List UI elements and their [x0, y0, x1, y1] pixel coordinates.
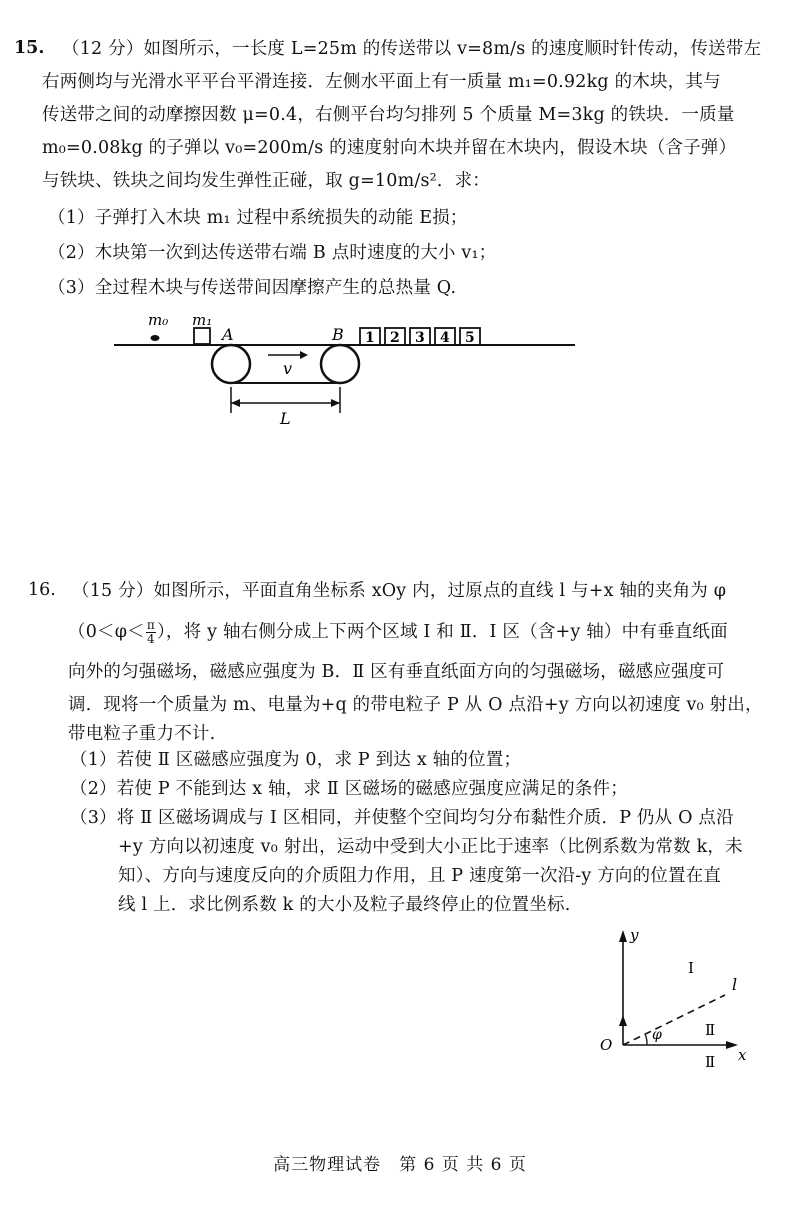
label-point-a: A	[222, 325, 234, 344]
q15-subquestion-1: （1）子弹打入木块 m₁ 过程中系统损失的动能 E损；	[48, 208, 468, 228]
origin-label: O	[600, 1036, 613, 1054]
label-v: v	[283, 359, 293, 378]
y-axis-label: y	[630, 926, 639, 944]
q15-line-2: 右两侧均与光滑水平平台平滑连接．左侧水平面上有一质量 m₁=0.92kg 的木块，其与	[42, 72, 721, 92]
x-axis-arrow-icon	[726, 1041, 738, 1049]
pi-over-4-fraction	[146, 619, 156, 646]
conveyor-belt-diagram	[100, 305, 600, 430]
iron-block-label-3: 3	[415, 330, 425, 346]
q16-subquestion-3: （3）将 Ⅱ 区磁场调成与 Ⅰ 区相同，并使整个空间均匀分布黏性介质．P 仍从 O 点沿	[70, 808, 734, 828]
q15-line-5: 与铁块、铁块之间均发生弹性正碰，取 g=10m/s²．求：	[42, 171, 490, 191]
label-l: L	[280, 409, 291, 428]
initial-velocity-arrow-icon	[619, 1015, 627, 1026]
angle-phi-label: φ	[652, 1027, 662, 1043]
label-m1: m₁	[192, 311, 213, 329]
label-m0: m₀	[148, 311, 169, 329]
q16-subquestion-3-cont-2: 知）、方向与速度反向的介质阻力作用，且 P 速度第一次沿-y 方向的位置在直	[118, 866, 722, 886]
q16-line-3: 向外的匀强磁场，磁感应强度为 B．Ⅱ 区有垂直纸面方向的匀强磁场，磁感应强度可	[68, 662, 725, 682]
q15-subquestion-3: （3）全过程木块与传送带间因摩擦产生的总热量 Q.	[48, 278, 457, 298]
dimension-arrow-right-icon	[331, 399, 340, 407]
x-axis-label: x	[738, 1046, 747, 1064]
iron-block-label-2: 2	[390, 330, 400, 346]
line-l-label: l	[732, 975, 738, 994]
iron-block-label-5: 5	[465, 330, 475, 346]
q16-subquestion-1: （1）若使 Ⅱ 区磁感应强度为 0，求 P 到达 x 轴的位置；	[70, 750, 522, 770]
coordinate-system-diagram	[590, 920, 760, 1080]
iron-block-label-1: 1	[365, 330, 375, 346]
page-footer: 高三物理试卷 第 6 页 共 6 页	[273, 1155, 527, 1175]
label-point-b: B	[332, 325, 344, 344]
region-2-lower-label: Ⅱ	[705, 1053, 716, 1071]
q16-subquestion-2: （2）若使 P 不能到达 x 轴，求 Ⅱ 区磁场的磁感应强度应满足的条件；	[70, 779, 628, 799]
q16-line-2	[68, 614, 728, 650]
bullet-m0	[151, 335, 160, 341]
q16-subquestion-3-cont-1: +y 方向以初速度 v₀ 射出，运动中受到大小正比于速率（比例系数为常数 k，未	[118, 837, 743, 857]
dimension-arrow-left-icon	[231, 399, 240, 407]
q16-line-2-pre: （0＜φ＜	[68, 622, 145, 642]
iron-block-label-4: 4	[440, 330, 450, 346]
q16-line-2-post: ），将 y 轴右侧分成上下两个区域 Ⅰ 和 Ⅱ．Ⅰ 区（含+y 轴）中有垂直纸面	[156, 622, 728, 642]
q15-line-4: m₀=0.08kg 的子弹以 v₀=200m/s 的速度射向木块并留在木块内，假设木块（含子弹）	[42, 138, 737, 158]
q15-line-1: （12 分）如图所示，一长度 L=25m 的传送带以 v=8m/s 的速度顺时针传动，传送带左	[62, 39, 762, 59]
q16-line-5: 带电粒子重力不计.	[68, 724, 216, 744]
block-m1	[194, 328, 210, 344]
q15-subquestion-2: （2）木块第一次到达传送带右端 B 点时速度的大小 v₁；	[48, 243, 497, 263]
q16-line-1: （15 分）如图所示，平面直角坐标系 xOy 内，过原点的直线 l 与+x 轴的夹角为 φ	[72, 581, 727, 601]
velocity-arrow-icon	[300, 351, 308, 359]
iron-blocks	[360, 328, 480, 346]
q16-subquestion-3-cont-3: 线 l 上．求比例系数 k 的大小及粒子最终停止的位置坐标.	[118, 895, 571, 915]
question-16-number: 16.	[28, 580, 56, 600]
angle-arc	[645, 1034, 647, 1045]
question-15-number: 15.	[14, 38, 45, 58]
region-1-label: Ⅰ	[688, 959, 694, 977]
q16-line-4: 调．现将一个质量为 m、电量为+q 的带电粒子 P 从 O 点沿+y 方向以初速度 v₀ 射出，	[68, 695, 763, 715]
fraction-numerator: π	[146, 618, 155, 632]
y-axis-arrow-icon	[619, 930, 627, 942]
region-2-label: Ⅱ	[705, 1021, 716, 1039]
q15-line-3: 传送带之间的动摩擦因数 μ=0.4，右侧平台均匀排列 5 个质量 M=3kg 的铁块．一质量	[42, 105, 735, 125]
fraction-denominator: 4	[147, 632, 155, 646]
